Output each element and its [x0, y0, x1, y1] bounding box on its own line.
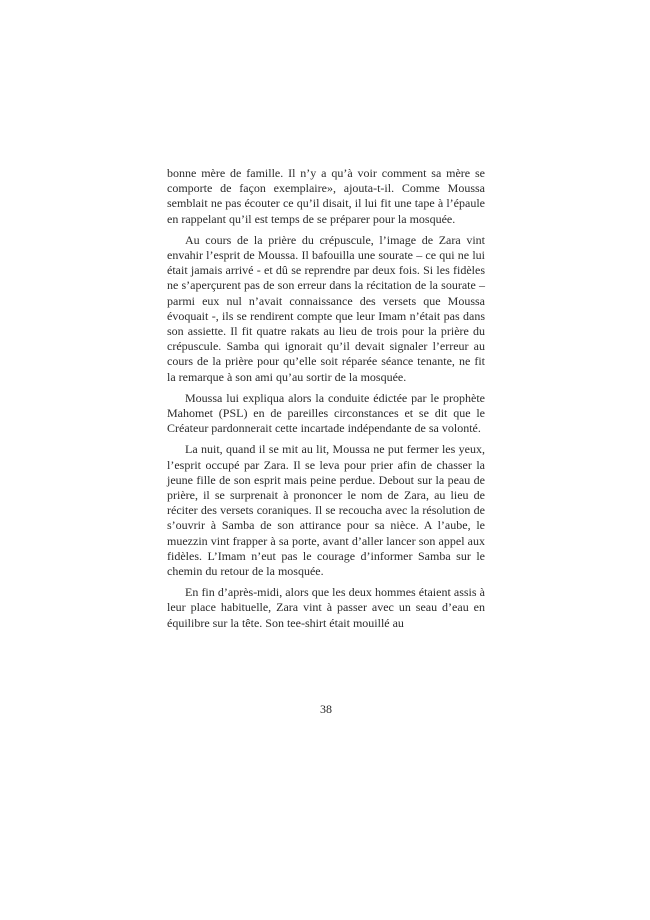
paragraph-5: En fin d’après-midi, alors que les deux hommes étaient assis à leur place habituelle, Zara vint à passer avec un seau d’eau en équilibre sur la tête. Son tee-shirt était mouillé au: [167, 585, 485, 630]
page-number: 38: [320, 702, 332, 716]
paragraph-3: Moussa lui expliqua alors la conduite édictée par le prophète Mahomet (PSL) en de pareilles circonstances et se dit que le Créateur pardonnerait cette incartade indépendante de sa volonté.: [167, 390, 485, 436]
paragraph-1: bonne mère de famille. Il n’y a qu’à voir comment sa mère se comporte de façon exemplaire», ajouta-t-il. Comme Moussa semblait ne pas écouter ce qu’il disait, il lui fit une tape à l’épaule en rappelant qu’il est temps de se préparer pour la mosquée.: [167, 166, 485, 226]
paragraph-2: Au cours de la prière du crépuscule, l’image de Zara vint envahir l’esprit de Moussa. Il bafouilla une sourate – ce qui ne lui était jamais arrivé - et dû se reprendre par deux fois. Si les fidèles ne s’aperçurent pas de son erreur dans la récitation de la sourate – parmi eux nul n’avait connaissance des versets que Moussa évoquait -, ils se rendirent compte que leur Imam n’était pas dans son assiette. Il fit quatre rakats au lieu de trois pour la prière du crépuscule. Samba qui ignorait qu’il devait signaler l’erreur au cours de la prière pour qu’elle soit réparée séance tenante, ne fit la remarque à son ami qu’au sortir de la mosquée.: [167, 232, 485, 384]
paragraph-4: La nuit, quand il se mit au lit, Moussa ne put fermer les yeux, l’esprit occupé par Zara. Il se leva pour prier afin de chasser la jeune fille de son esprit mais peine perdue. Debout sur la peau de prière, il se surprenait à prononcer le nom de Zara, au lieu de réciter des versets coraniques. Il se recoucha avec la résolution de s’ouvrir à Samba de son attirance pour sa nièce. A l’aube, le muezzin vint frapper à sa porte, avant d’aller lancer son appel aux fidèles. L’Imam n’eut pas le courage d’informer Samba sur le chemin du retour de la mosquée.: [167, 442, 485, 579]
body-text: [167, 166, 485, 637]
